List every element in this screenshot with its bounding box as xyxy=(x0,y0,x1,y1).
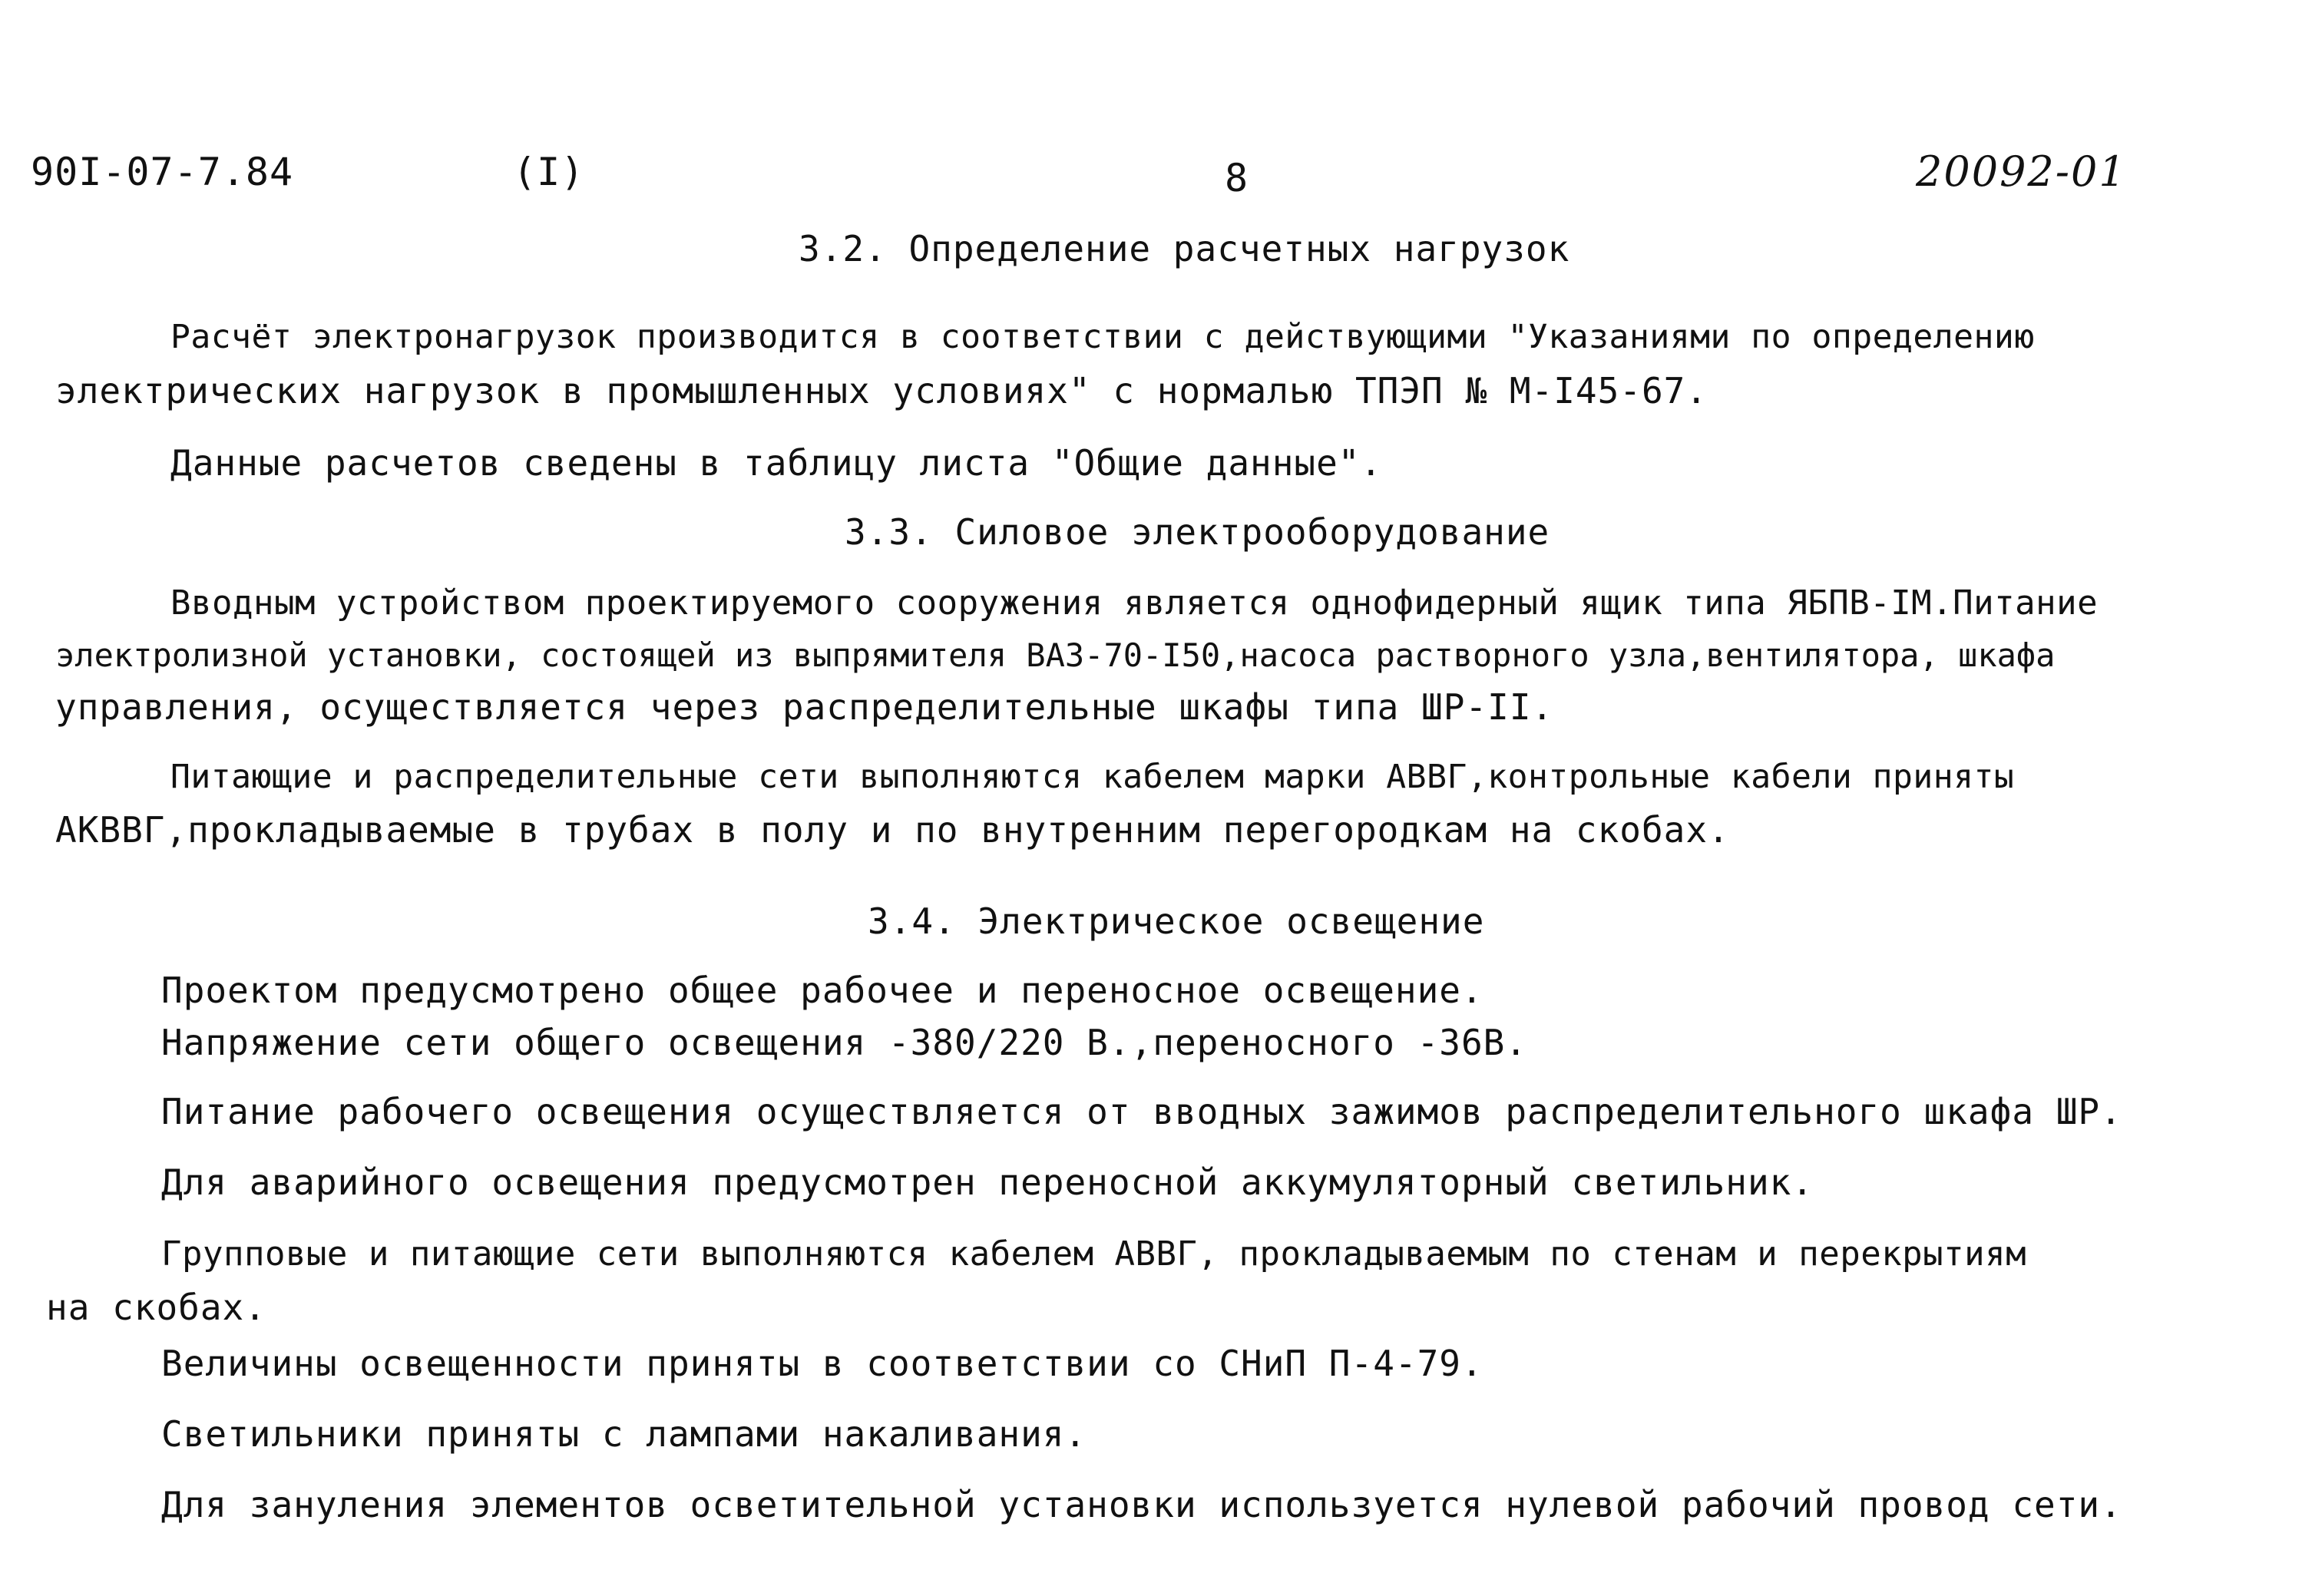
paragraph-line: Для зануления элементов осветительной установки используется нулевой рабочий провод сети. xyxy=(161,1484,2122,1525)
paragraph-line: Групповые и питающие сети выполняются кабелем АВВГ, прокладываемым по стенам и перекрытиям xyxy=(161,1234,2027,1274)
paragraph-line: АКВВГ,прокладываемые в трубах в полу и по внутренним перегородкам на скобах. xyxy=(55,809,1730,851)
paragraph-line: Светильники приняты с лампами накаливания. xyxy=(161,1413,1087,1455)
paragraph-line: Величины освещенности приняты в соответствии со СНиП П-4-79. xyxy=(161,1343,1483,1384)
paragraph-line: управления, осуществляется через распределительные шкафы типа ШР-II. xyxy=(55,686,1554,728)
doc-code: 90I-07-7.84 xyxy=(31,150,294,194)
paragraph-line: Напряжение сети общего освещения -380/220 В.,переносного -36В. xyxy=(161,1022,1528,1063)
paragraph-line: Питание рабочего освещения осуществляется от вводных зажимов распределительного шкафа ШР. xyxy=(161,1091,2122,1132)
section-heading-3-3: 3.3. Силовое электрооборудование xyxy=(845,511,1550,553)
paragraph-line: на скобах. xyxy=(46,1287,266,1328)
handwritten-number: 20092-01 xyxy=(1916,147,2127,196)
sheet-index: (I) xyxy=(513,150,585,194)
page-number: 8 xyxy=(1225,156,1249,200)
paragraph-line: Вводным устройством проектируемого сооружения является однофидерный ящик типа ЯБПВ-IМ.Питание xyxy=(170,583,2099,623)
paragraph-line: Проектом предусмотрено общее рабочее и переносное освещение. xyxy=(161,970,1483,1011)
paragraph-line: Расчёт электронагрузок производится в соответствии с действующими "Указаниями по определению xyxy=(170,318,2035,356)
paragraph-line: электрических нагрузок в промышленных условиях" с нормалью ТПЭП № М-I45-67. xyxy=(55,370,1708,411)
paragraph-line: Данные расчетов сведены в таблицу листа "Общие данные". xyxy=(170,442,1383,484)
section-heading-3-4: 3.4. Электрическое освещение xyxy=(868,900,1485,942)
section-heading-3-2: 3.2. Определение расчетных нагрузок xyxy=(799,228,1570,269)
paragraph-line: Питающие и распределительные сети выполняются кабелем марки АВВГ,контрольные кабели приняты xyxy=(170,758,2015,796)
paragraph-line: Для аварийного освещения предусмотрен переносной аккумуляторный светильник. xyxy=(161,1161,1814,1203)
paragraph-line: электролизной установки, состоящей из выпрямителя ВАЗ-70-I50,насоса растворного узла,вентилятора, шкафа xyxy=(55,636,2056,674)
